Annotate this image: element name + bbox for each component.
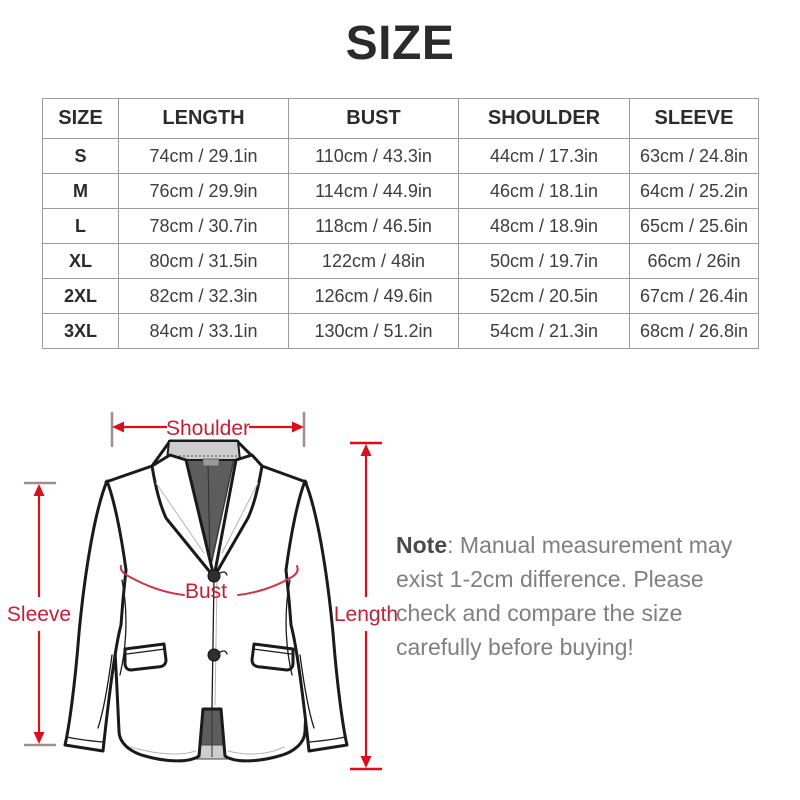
- arrowhead-left: [112, 422, 124, 433]
- col-header-size: SIZE: [43, 99, 119, 139]
- arrowhead-down: [34, 732, 45, 744]
- length-value: 78cm / 30.7in: [119, 209, 289, 244]
- size-label: 3XL: [43, 314, 119, 349]
- arrowhead-up: [34, 484, 45, 496]
- bust-label: Bust: [184, 580, 228, 603]
- sleeve-value: 67cm / 26.4in: [630, 279, 759, 314]
- note-line: exist 1-2cm difference. Please: [396, 566, 704, 592]
- sleeve-measure: [7, 483, 71, 745]
- size-table: [42, 98, 759, 349]
- col-header-bust: BUST: [289, 99, 459, 139]
- arrowhead-up: [361, 444, 372, 456]
- note-bold-word: Note: [396, 532, 448, 558]
- table-row: [43, 314, 759, 349]
- table-row: [43, 209, 759, 244]
- col-header-length: LENGTH: [119, 99, 289, 139]
- shoulder-value: 52cm / 20.5in: [459, 279, 630, 314]
- note-line: check and compare the size: [396, 600, 683, 626]
- shoulder-value: 44cm / 17.3in: [459, 139, 630, 174]
- table-row: [43, 244, 759, 279]
- shoulder-value: 50cm / 19.7in: [459, 244, 630, 279]
- arrowhead-right: [292, 422, 304, 433]
- size-label: XL: [43, 244, 119, 279]
- length-value: 76cm / 29.9in: [119, 174, 289, 209]
- sleeve-value: 63cm / 24.8in: [630, 139, 759, 174]
- bust-value: 126cm / 49.6in: [289, 279, 459, 314]
- table-header-row: [43, 99, 759, 139]
- bust-value: 110cm / 43.3in: [289, 139, 459, 174]
- sleeve-label: Sleeve: [6, 603, 72, 626]
- sleeve-value: 68cm / 26.8in: [630, 314, 759, 349]
- size-label: 2XL: [43, 279, 119, 314]
- sleeve-value: 66cm / 26in: [630, 244, 759, 279]
- length-label: Length: [333, 603, 399, 626]
- bust-value: 130cm / 51.2in: [289, 314, 459, 349]
- sleeve-value: 64cm / 25.2in: [630, 174, 759, 209]
- size-label: S: [43, 139, 119, 174]
- measurement-note: [396, 528, 781, 664]
- left-pocket-flap: [125, 644, 166, 670]
- table-row: [43, 139, 759, 174]
- size-label: M: [43, 174, 119, 209]
- length-value: 80cm / 31.5in: [119, 244, 289, 279]
- bust-value: 118cm / 46.5in: [289, 209, 459, 244]
- bust-value: 122cm / 48in: [289, 244, 459, 279]
- note-line: Note: Manual measurement may: [396, 532, 733, 558]
- length-value: 84cm / 33.1in: [119, 314, 289, 349]
- table-row: [43, 174, 759, 209]
- shoulder-value: 48cm / 18.9in: [459, 209, 630, 244]
- table-row: [43, 279, 759, 314]
- arrowhead-down: [361, 756, 372, 768]
- col-header-sleeve: SLEEVE: [630, 99, 759, 139]
- col-header-shoulder: SHOULDER: [459, 99, 630, 139]
- note-line: carefully before buying!: [396, 634, 634, 660]
- shoulder-value: 54cm / 21.3in: [459, 314, 630, 349]
- size-label: L: [43, 209, 119, 244]
- shoulder-value: 46cm / 18.1in: [459, 174, 630, 209]
- garment-measurement-diagram: [0, 395, 450, 800]
- length-value: 74cm / 29.1in: [119, 139, 289, 174]
- sleeve-value: 65cm / 25.6in: [630, 209, 759, 244]
- hanger-loop: [203, 459, 219, 466]
- length-value: 82cm / 32.3in: [119, 279, 289, 314]
- shoulder-label: Shoulder: [165, 417, 251, 440]
- page-title: SIZE: [345, 17, 455, 70]
- bust-value: 114cm / 44.9in: [289, 174, 459, 209]
